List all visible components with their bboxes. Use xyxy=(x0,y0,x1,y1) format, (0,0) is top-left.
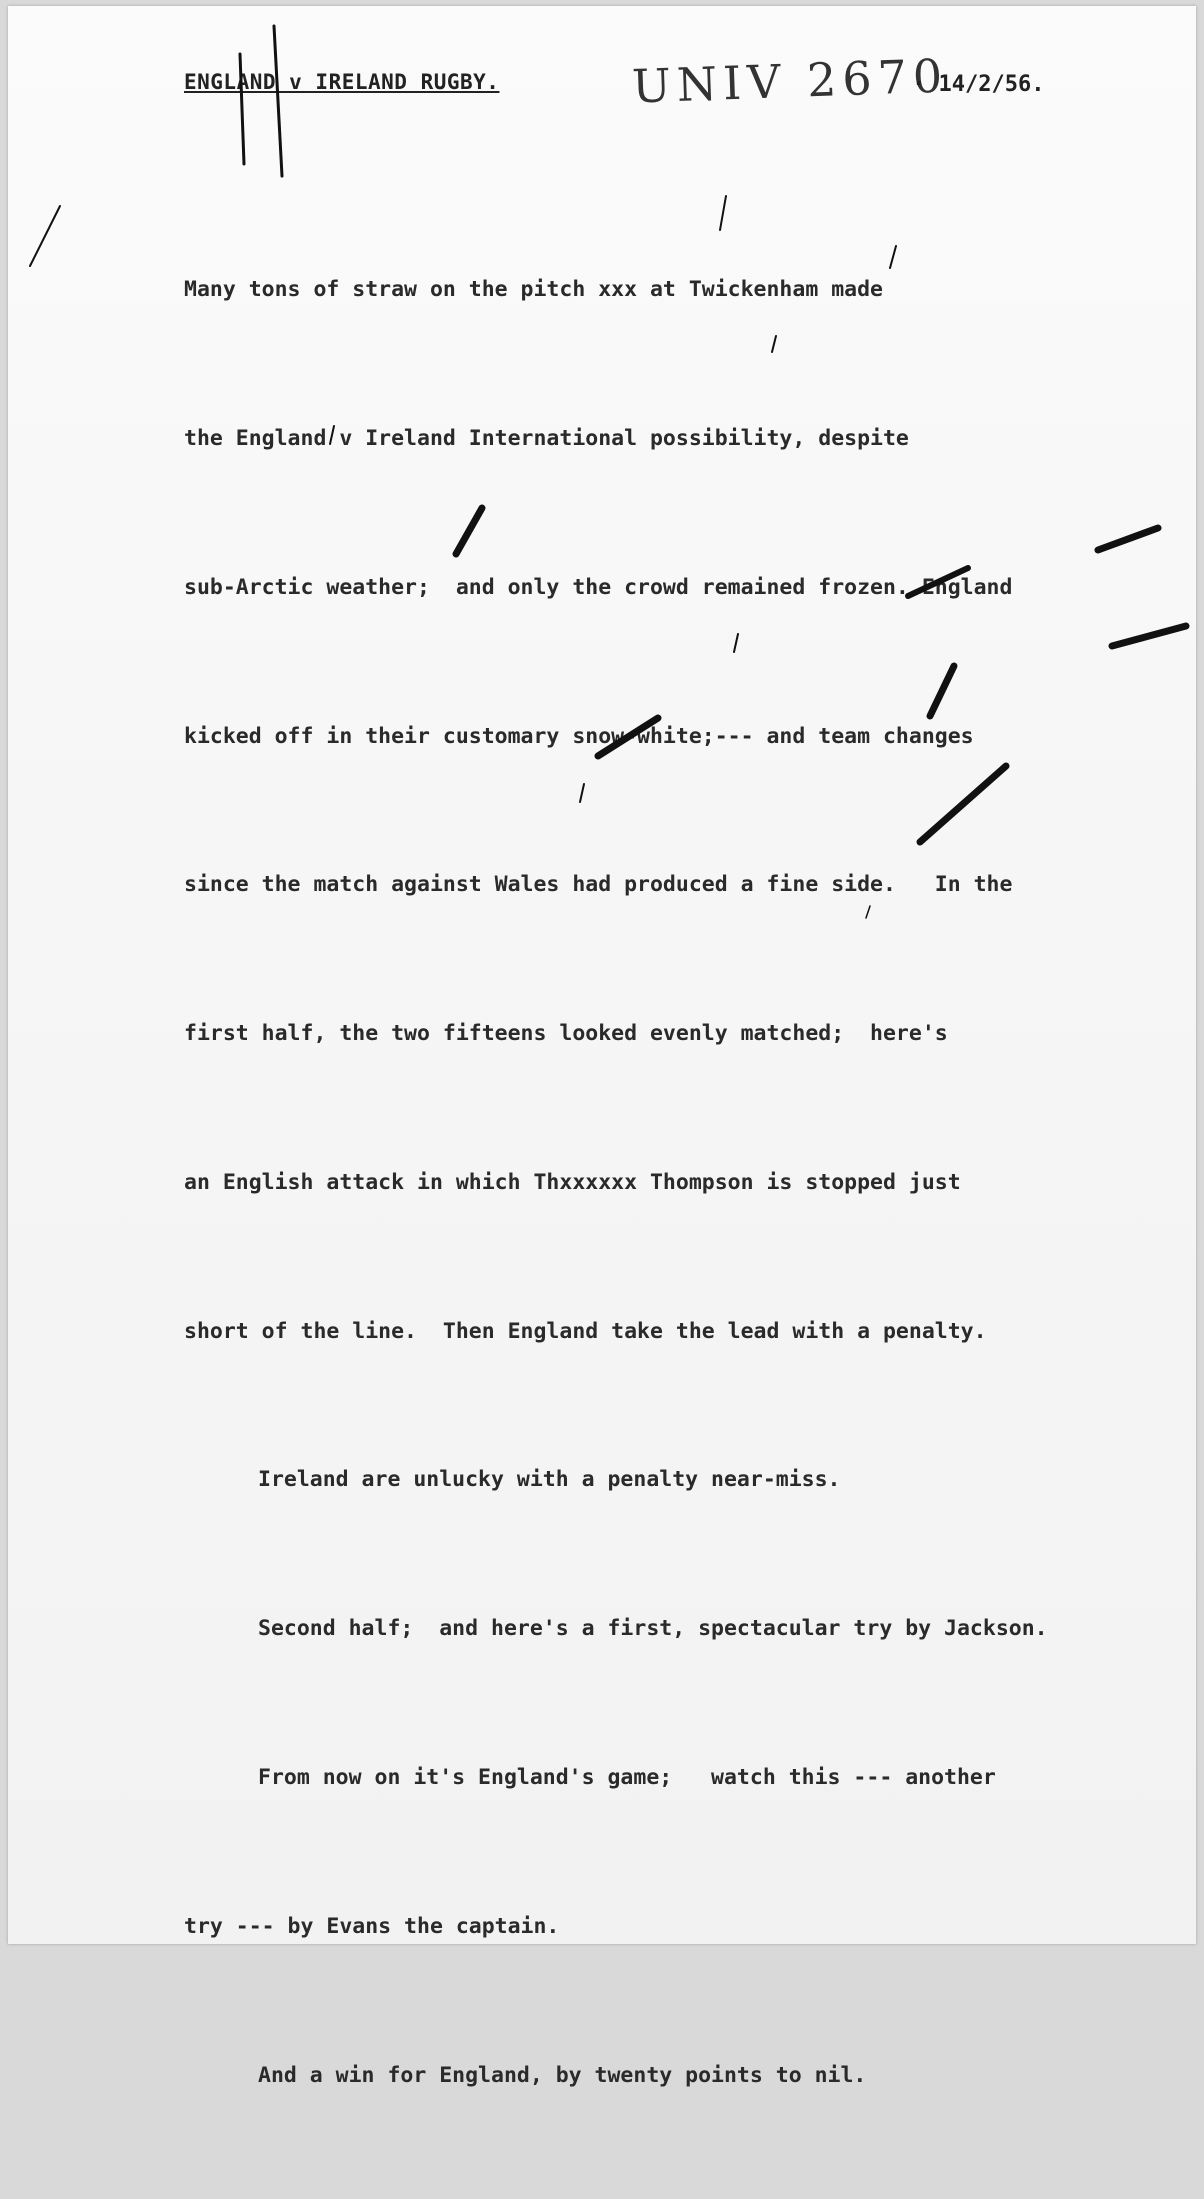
title-strike-mark xyxy=(274,26,282,176)
script-line: sub-Arctic weather; and only the crowd remained frozen. England xyxy=(184,574,1013,600)
script-line: From now on it's England's game; watch this --- another xyxy=(258,1765,996,1790)
script-line: an English attack in which Thxxxxxx Thompson is stopped just xyxy=(184,1169,961,1195)
script-line: Many tons of straw on the pitch xxx at Twickenham made xyxy=(184,277,883,303)
script-line: short of the line. Then England take the lead with a penalty. xyxy=(184,1318,987,1344)
typescript-page xyxy=(8,6,1196,2088)
script-line: try --- by Evans the captain. xyxy=(184,1913,560,1939)
script-line: kicked off in their customary snow-white;--- and team changes xyxy=(184,723,974,749)
handwritten-reference: UNIV 2670 xyxy=(631,48,949,114)
script-body xyxy=(184,166,1184,2199)
document-title: ENGLAND v IRELAND RUGBY. xyxy=(184,70,500,94)
script-line: first half, the two fifteens looked evenly matched; here's xyxy=(184,1021,948,1047)
document-date: · 14/2/56. xyxy=(912,72,1045,97)
margin-slash-mark xyxy=(30,206,60,266)
script-line: the England v Ireland International possibility, despite xyxy=(184,425,909,451)
script-line: Second half; and here's a first, spectacular try by Jackson. xyxy=(258,1616,1048,1642)
script-line: And a win for England, by twenty points to nil. xyxy=(258,2062,867,2088)
script-line: Ireland are unlucky with a penalty near-miss. xyxy=(258,1467,841,1493)
script-line: since the match against Wales had produced a fine side. In the xyxy=(184,872,1013,898)
